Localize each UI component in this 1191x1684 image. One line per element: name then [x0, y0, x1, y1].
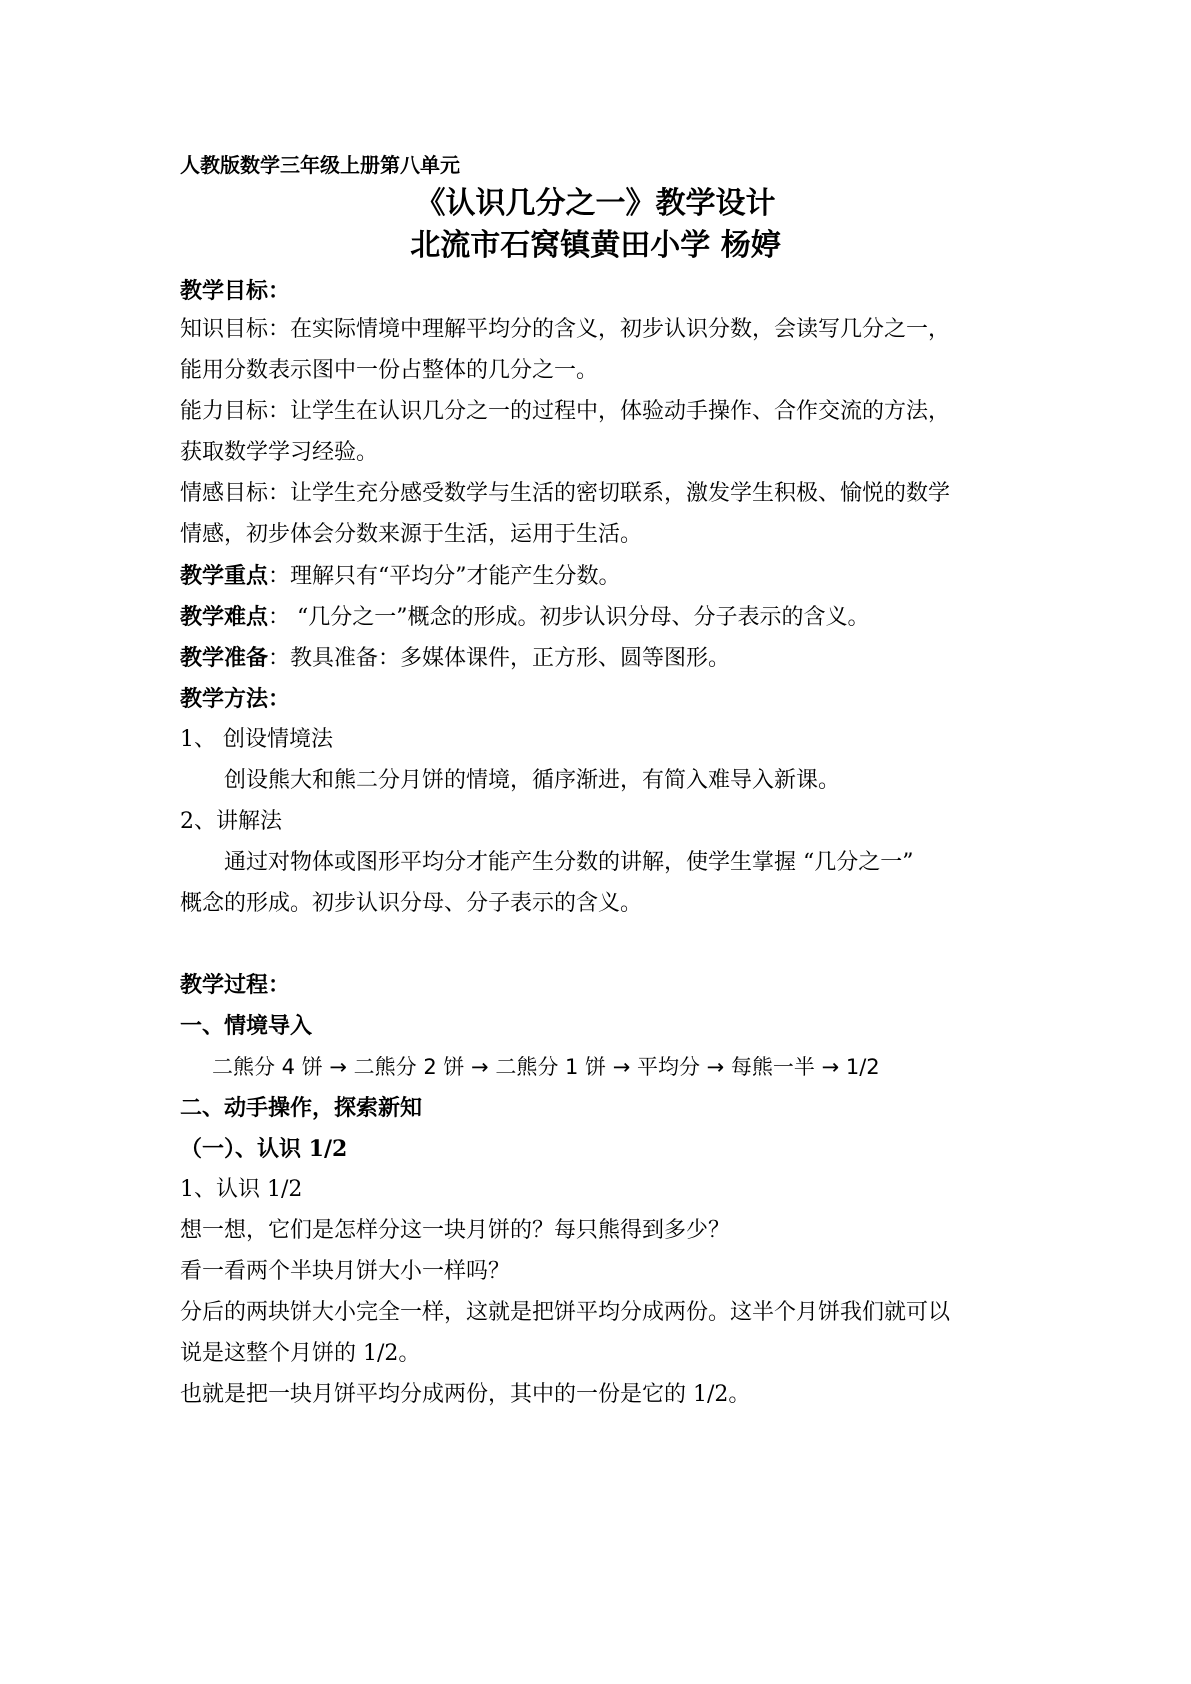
conclusion: 也就是把一块月饼平均分成两份，其中的一份是它的 1/2。 — [180, 1382, 751, 1407]
header-unit: 人教版数学三年级上册第八单元 — [180, 153, 460, 177]
emotion-objective-line-2: 情感，初步体会分数来源于生活，运用于生活。 — [180, 522, 643, 547]
method-2-text-line-2: 概念的形成。初步认识分母、分子表示的含义。 — [180, 891, 643, 916]
page-title: 《认识几分之一》教学设计 — [415, 186, 776, 221]
subsection-1-title: （一）、认识 1/2 — [180, 1136, 348, 1162]
explanation-line-1: 分后的两块饼大小完全一样，这就是把饼平均分成两份。这半个月饼我们就可以 — [180, 1300, 951, 1325]
question-1: 想一想，它们是怎样分这一块月饼的？每只熊得到多少？ — [180, 1218, 731, 1243]
knowledge-objective-line-1: 知识目标：在实际情境中理解平均分的含义，初步认识分数，会读写几分之一， — [180, 317, 951, 342]
key-point-text: ：理解只有“平均分”才能产生分数。 — [268, 564, 621, 589]
preparation — [180, 643, 1030, 674]
section-2-title: 二、动手操作，探索新知 — [180, 1095, 423, 1121]
method-1-text: 创设熊大和熊二分月饼的情境，循序渐进，有简入难导入新课。 — [224, 768, 841, 793]
difficulty-text: ： “几分之一”概念的形成。初步认识分母、分子表示的含义。 — [268, 605, 870, 630]
process-heading: 教学过程： — [180, 972, 291, 998]
ability-objective-line-1: 能力目标：让学生在认识几分之一的过程中，体验动手操作、合作交流的方法， — [180, 399, 951, 424]
key-point — [180, 561, 1030, 592]
item-1-title: 1、认识 1/2 — [180, 1177, 303, 1202]
difficulty-label: 教学难点 — [180, 604, 269, 630]
emotion-objective-line-1: 情感目标：让学生充分感受数学与生活的密切联系，激发学生积极、愉悦的数学 — [180, 481, 951, 506]
ability-objective-line-2: 获取数学学习经验。 — [180, 440, 379, 465]
objectives-heading: 教学目标： — [180, 278, 291, 304]
method-2-title: 2、讲解法 — [180, 809, 282, 834]
method-1-title: 1、 创设情境法 — [180, 727, 333, 752]
preparation-label: 教学准备 — [180, 645, 269, 671]
method-2-text-line-1: 通过对物体或图形平均分才能产生分数的讲解，使学生掌握 “几分之一” — [224, 850, 914, 875]
section-1-title: 一、情境导入 — [180, 1013, 313, 1039]
difficulty — [180, 602, 1030, 633]
methods-heading: 教学方法： — [180, 686, 291, 712]
explanation-line-2: 说是这整个月饼的 1/2。 — [180, 1341, 421, 1366]
knowledge-objective-line-2: 能用分数表示图中一份占整体的几分之一。 — [180, 358, 599, 383]
preparation-text: ：教具准备：多媒体课件，正方形、圆等图形。 — [268, 646, 731, 671]
question-2: 看一看两个半块月饼大小一样吗？ — [180, 1259, 511, 1284]
key-point-label: 教学重点 — [180, 563, 269, 589]
lead-in-flow: 二熊分 4 饼 → 二熊分 2 饼 → 二熊分 1 饼 → 平均分 → 每熊一半 → 1/2 — [212, 1055, 880, 1079]
author-line: 北流市石窝镇黄田小学 杨婷 — [410, 228, 781, 263]
